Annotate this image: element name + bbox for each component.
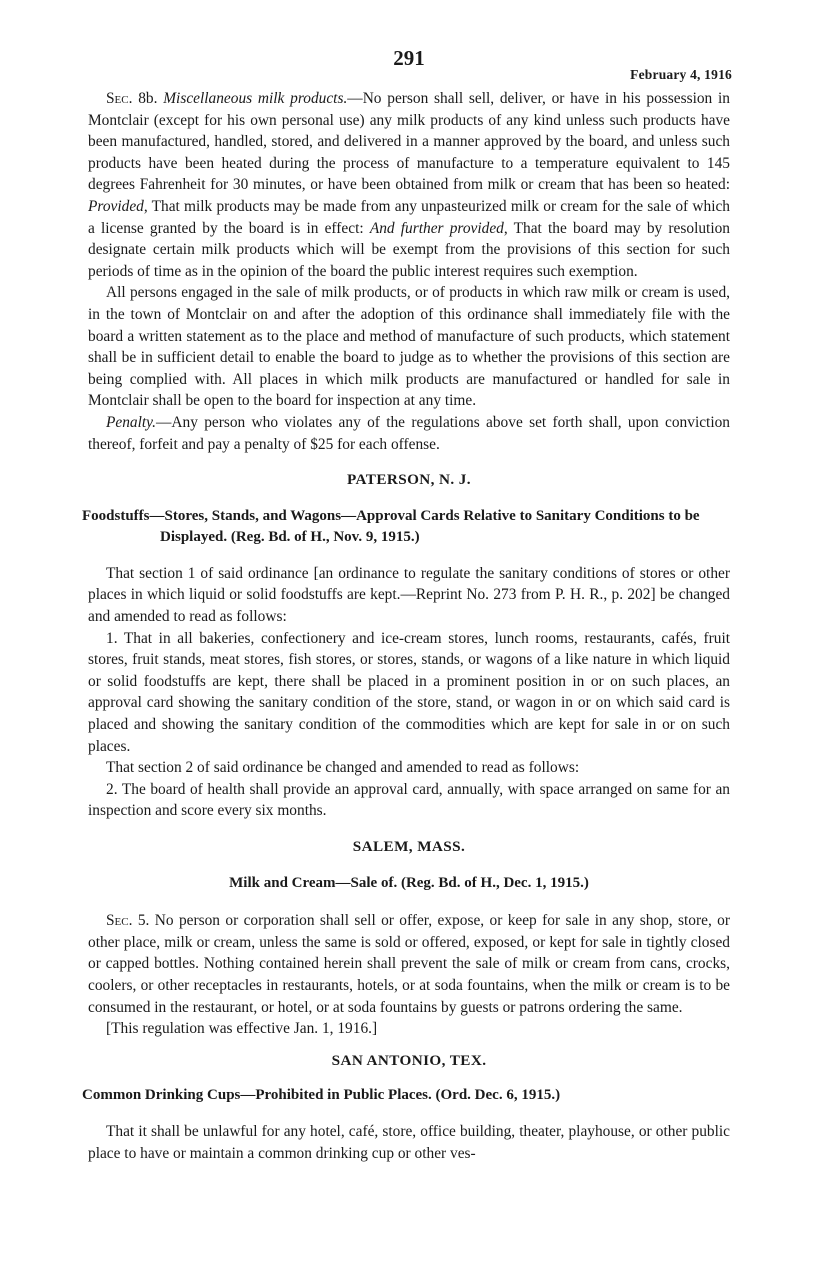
sec-text-2: , That milk products may be made from any unpasteurized milk or cream for the sale of which a license granted by the board is in effect:: [88, 197, 730, 237]
penalty-paragraph: [88, 412, 730, 455]
paterson-paragraph-1: That section 1 of said ordinance [an ordinance to regulate the sanitary conditions of stores or other places in which liquid or solid foodstuffs are kept.—Reprint No. 273 from P. H. R., p. 202] be changed and amended to read as follows:: [88, 564, 730, 626]
title-salem: Milk and Cream—Sale of. (Reg. Bd. of H., Dec. 1, 1915.): [229, 874, 589, 891]
provided-2: And further provided: [369, 219, 504, 237]
document-page: [82, 46, 732, 1164]
page-header: [88, 46, 732, 88]
penalty-text: —Any person who violates any of the regulations above set forth shall, upon conviction thereof, forfeit and pay a penalty of $25 for each offense.: [88, 413, 730, 453]
sec-8b-paragraph: [88, 88, 730, 282]
sec-number: 8b.: [132, 90, 164, 107]
place-heading-paterson: PATERSON, N. J.: [347, 471, 471, 489]
place-heading-salem: SALEM, MASS.: [352, 838, 466, 855]
salem-sec-text: 5. No person or corporation shall sell or offer, expose, or keep for sale in any shop, store, or other place, milk or cream, unless the same is sold or offered, exposed, or kept for sale in tightly closed or capped bottles. Nothing contained herein shall prevent the sale of milk or cream from cans, crocks, coolers, or other receptacles in restaurants, hotels, or at soda fountains, when the milk or cream is to be consumed in the restaurant, or hotel, or at soda fountains by guests or patrons ordering the same.: [88, 912, 730, 1016]
sec-label: Sec.: [106, 90, 133, 107]
paterson-item-1: 1. That in all bakeries, confectionery and ice-cream stores, lunch rooms, restaurants, cafés, fruit stores, fruit stands, meat stores, fish stores, or stores, stands, or wagons of a like nature in which liquid or solid foodstuffs are kept, there shall be placed in a prominent position in or on such places, an approval card showing the sanitary condition of the store, stand, or wagon in or on which said card is placed and showing the sanitary condition of the commodities which are kept for sale in or on such places.: [88, 629, 730, 755]
san-antonio-paragraph: That it shall be unlawful for any hotel, café, store, office building, theater, playhouse, or other public place to have or maintain a common drinking cup or other ves-: [88, 1122, 730, 1162]
page-date: February 4, 1916: [630, 67, 732, 82]
page-number: 291: [393, 46, 425, 70]
sec-heading: Miscellaneous milk products.: [163, 90, 348, 107]
sec-text-3: , That the board may by resolution designate certain milk products which will be exempt from the provisions of this section for such periods of time as in the opinion of the board the public interest requires such exemption.: [88, 219, 730, 280]
salem-note: [This regulation was effective Jan. 1, 1916.]: [106, 1020, 378, 1038]
paterson-paragraph-2: That section 2 of said ordinance be changed and amended to read as follows:: [106, 759, 580, 777]
title-paterson: Foodstuffs—Stores, Stands, and Wagons—Approval Cards Relative to Sanitary Conditions to be Displayed. (Reg. Bd. of H., Nov. 9, 1915.): [82, 507, 700, 546]
penalty-label: Penalty.: [106, 413, 157, 431]
sec-text-1: —No person shall sell, deliver, or have in his possession in Montclair (except for his own personal use) any milk products of any kind unless such products have been manufactured, handled, stored, and delivered in a manner approved by the board, and unless such products have been heated during the process of manufacture to a temperature equivalent to 145 degrees Fahrenheit for 30 minutes, or have been obtained from milk or cream that has been so heated:: [88, 90, 730, 194]
sec-8b-paragraph-2: All persons engaged in the sale of milk products, or of products in which raw milk or cream is used, in the town of Montclair on and after the adoption of this ordinance shall immediately file with the board a written statement as to the place and method of manufacture of such products, which statement shall be in sufficient detail to enable the board to judge as to whether the provisions of this section are being complied with. All places in which milk products are manufactured or handled for sale in Montclair shall be open to the board for inspection at any time.: [88, 284, 730, 410]
title-san-antonio: Common Drinking Cups—Prohibited in Public Places. (Ord. Dec. 6, 1915.): [82, 1087, 561, 1104]
place-heading-san-antonio: SAN ANTONIO, TEX.: [331, 1051, 487, 1069]
salem-paragraph: [88, 910, 730, 1018]
salem-sec-label: Sec.: [106, 912, 133, 930]
provided-1: Provided: [88, 197, 144, 215]
paterson-item-2: 2. The board of health shall provide an approval card, annually, with space arranged on same for an inspection and score every six months.: [88, 780, 730, 820]
